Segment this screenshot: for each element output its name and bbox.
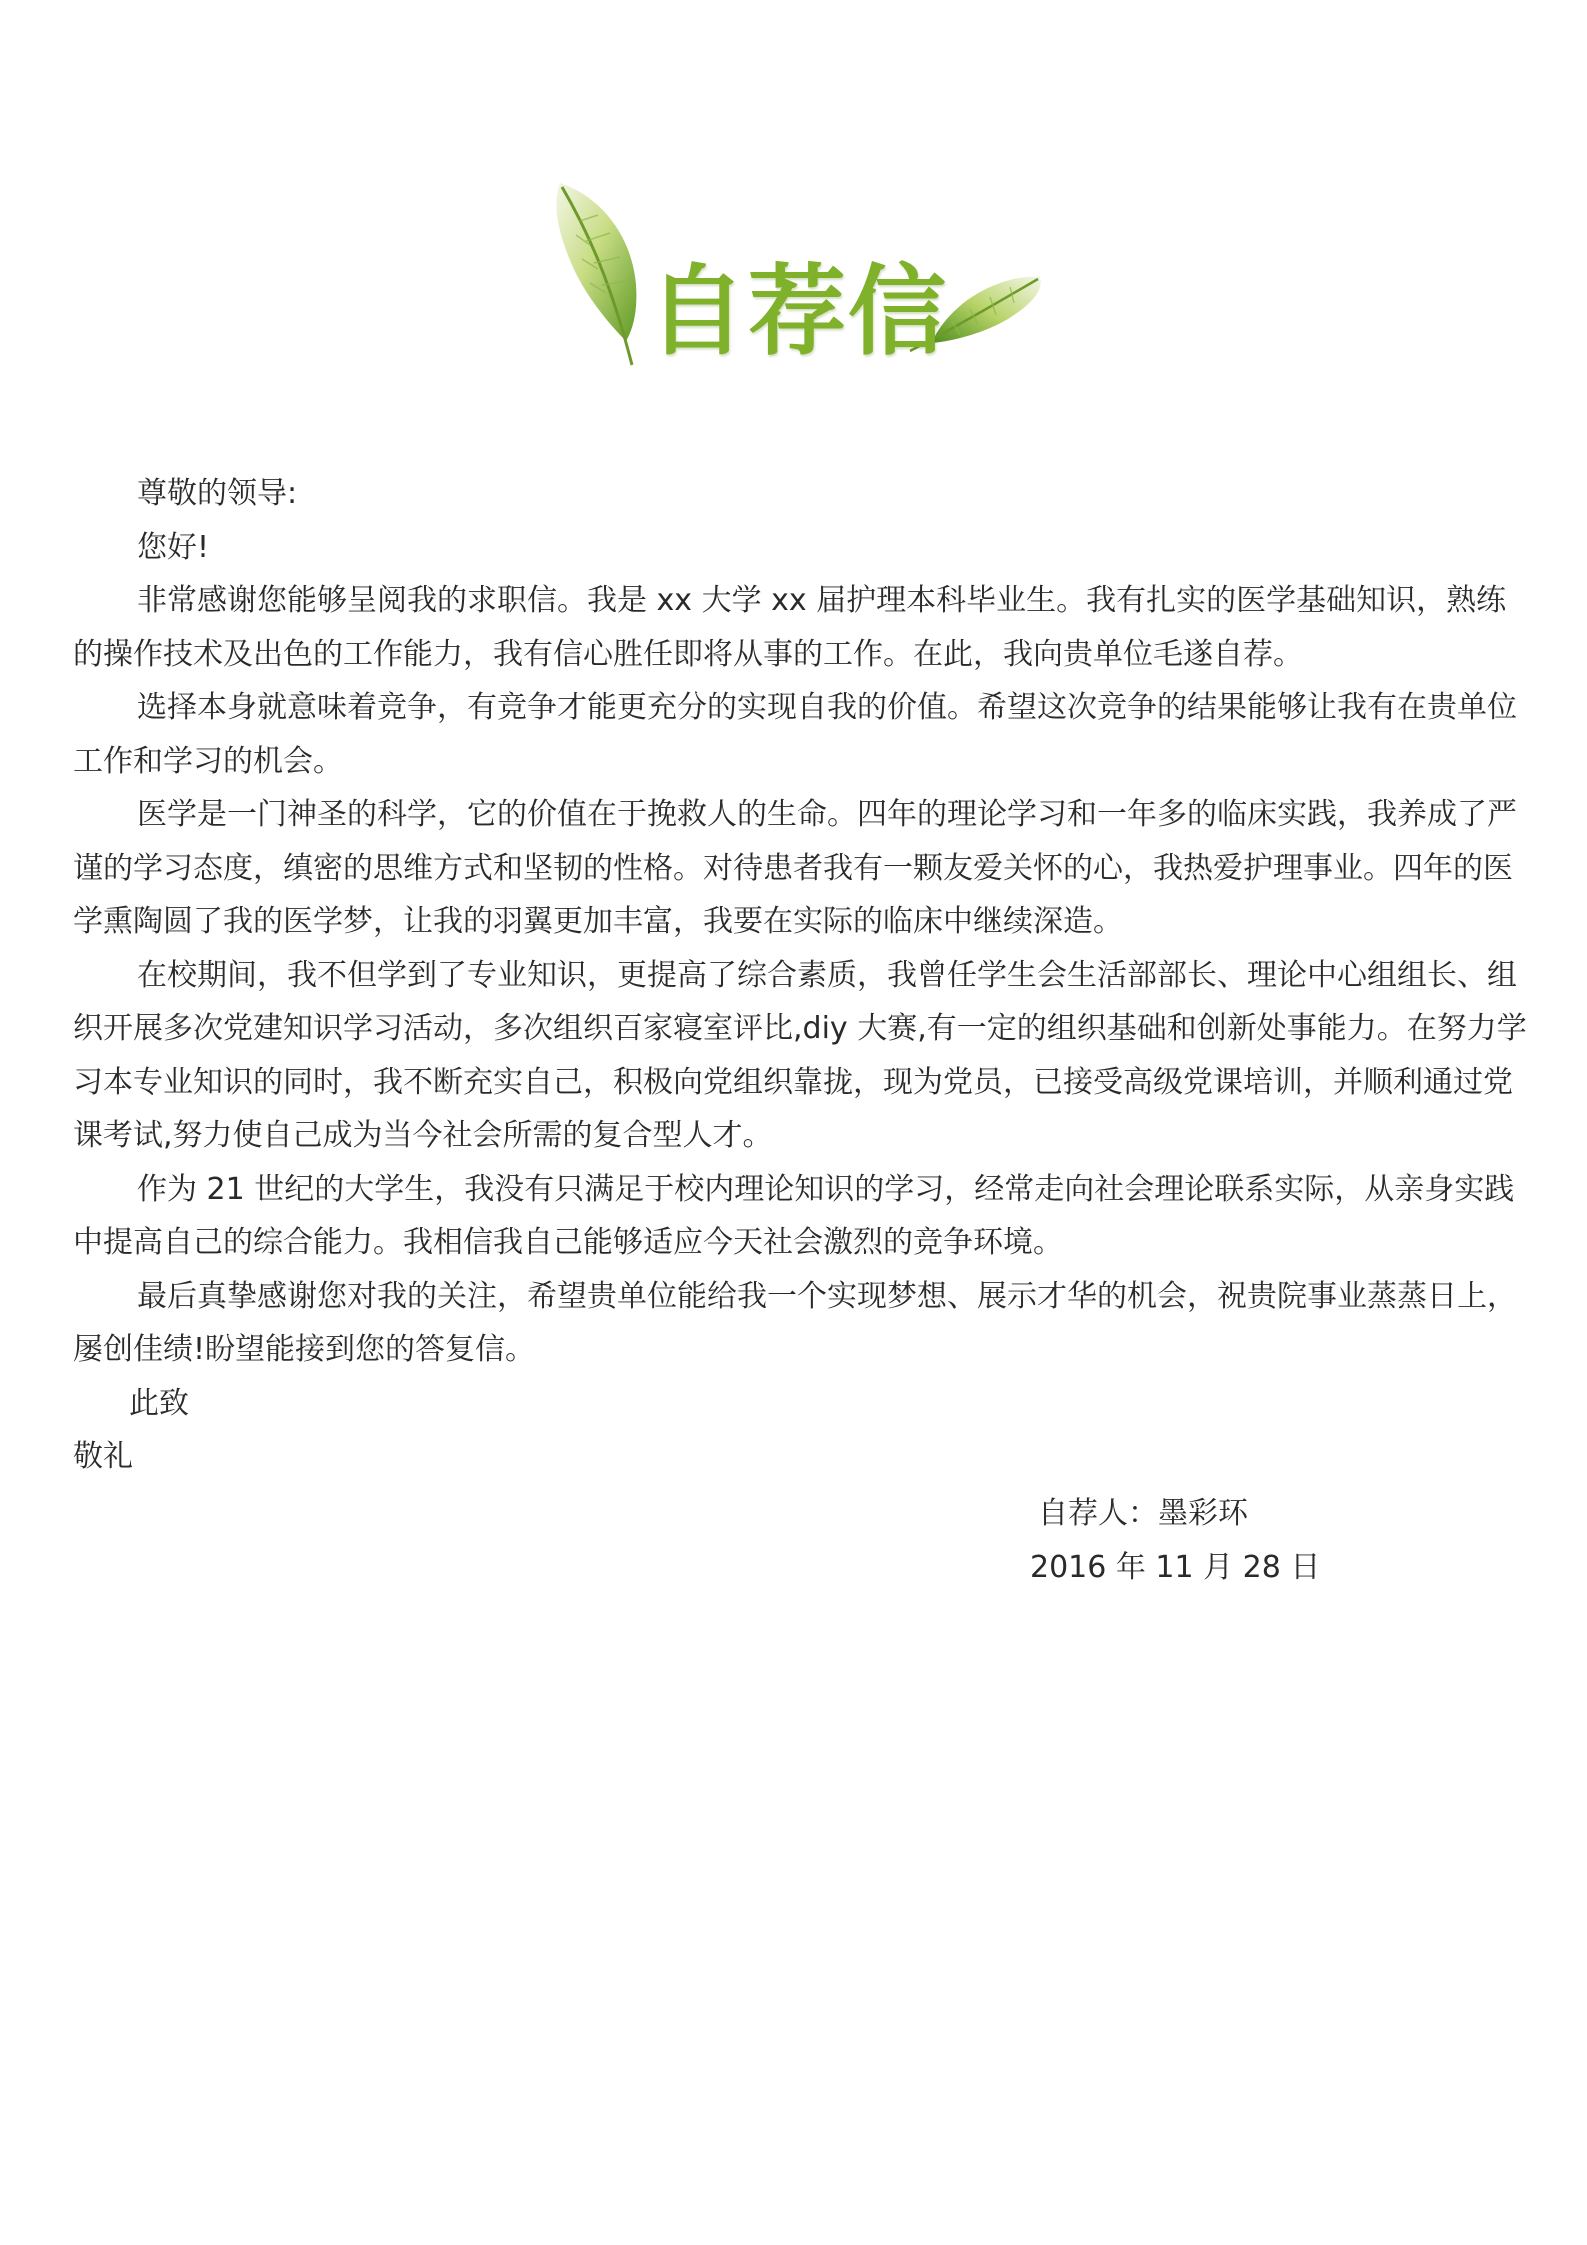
signature-date: 2016 年 11 月 28 日 [1030, 1549, 1321, 1585]
letter-body [73, 467, 1528, 1484]
closing-ci-zhi: 此致 [129, 1385, 189, 1421]
salutation: 尊敬的领导: [137, 476, 298, 511]
letter-header [540, 175, 1060, 375]
page-title: 自荐信 [648, 255, 949, 369]
closing-jing-li: 敬礼 [73, 1439, 133, 1474]
signature-block [1030, 1487, 1320, 1594]
paragraph-thanks: 最后真挚感谢您对我的关注，希望贵单位能给我一个实现梦想、展示才华的机会，祝贵院事业蒸蒸日上，屡创佳绩!盼望能接到您的答复信。 [73, 1278, 1517, 1367]
paragraph-medicine: 医学是一门神圣的科学，它的价值在于挽救人的生命。四年的理论学习和一年多的临床实践，我养成了严谨的学习态度，缜密的思维方式和坚韧的性格。对待患者我有一颗友爱关怀的心，我热爱护理事业。四年的医学熏陶圆了我的医学梦，让我的羽翼更加丰富，我要在实际的临床中继续深造。 [73, 797, 1517, 939]
left-feather-icon [556, 183, 636, 365]
paragraph-intro: 非常感谢您能够呈阅我的求职信。我是 xx 大学 xx 届护理本科毕业生。我有扎实的医学基础知识，熟练的操作技术及出色的工作能力，我有信心胜任即将从事的工作。在此，我向贵单位毛遂自荐。 [73, 583, 1507, 672]
signature-name: 自荐人：墨彩环 [1038, 1496, 1248, 1531]
paragraph-campus: 在校期间，我不但学到了专业知识，更提高了综合素质，我曾任学生会生活部部长、理论中心组组长、组织开展多次党建知识学习活动，多次组织百家寝室评比,diy 大赛,有一定的组织基础和创新处事能力。在努力学习本专业知识的同时，我不断充实自己，积极向党组织靠拢，现为党员，已接受高级党课培训，并顺利通过党课考试,努力使自己成为当今社会所需的复合型人才。 [73, 957, 1527, 1153]
paragraph-practice: 作为 21 世纪的大学生，我没有只满足于校内理论知识的学习，经常走向社会理论联系实际，从亲身实践中提高自己的综合能力。我相信我自己能够适应今天社会激烈的竞争环境。 [73, 1171, 1515, 1260]
paragraph-competition: 选择本身就意味着竞争，有竞争才能更充分的实现自我的价值。希望这次竞争的结果能够让我有在贵单位工作和学习的机会。 [73, 690, 1517, 779]
greeting: 您好! [137, 529, 210, 565]
